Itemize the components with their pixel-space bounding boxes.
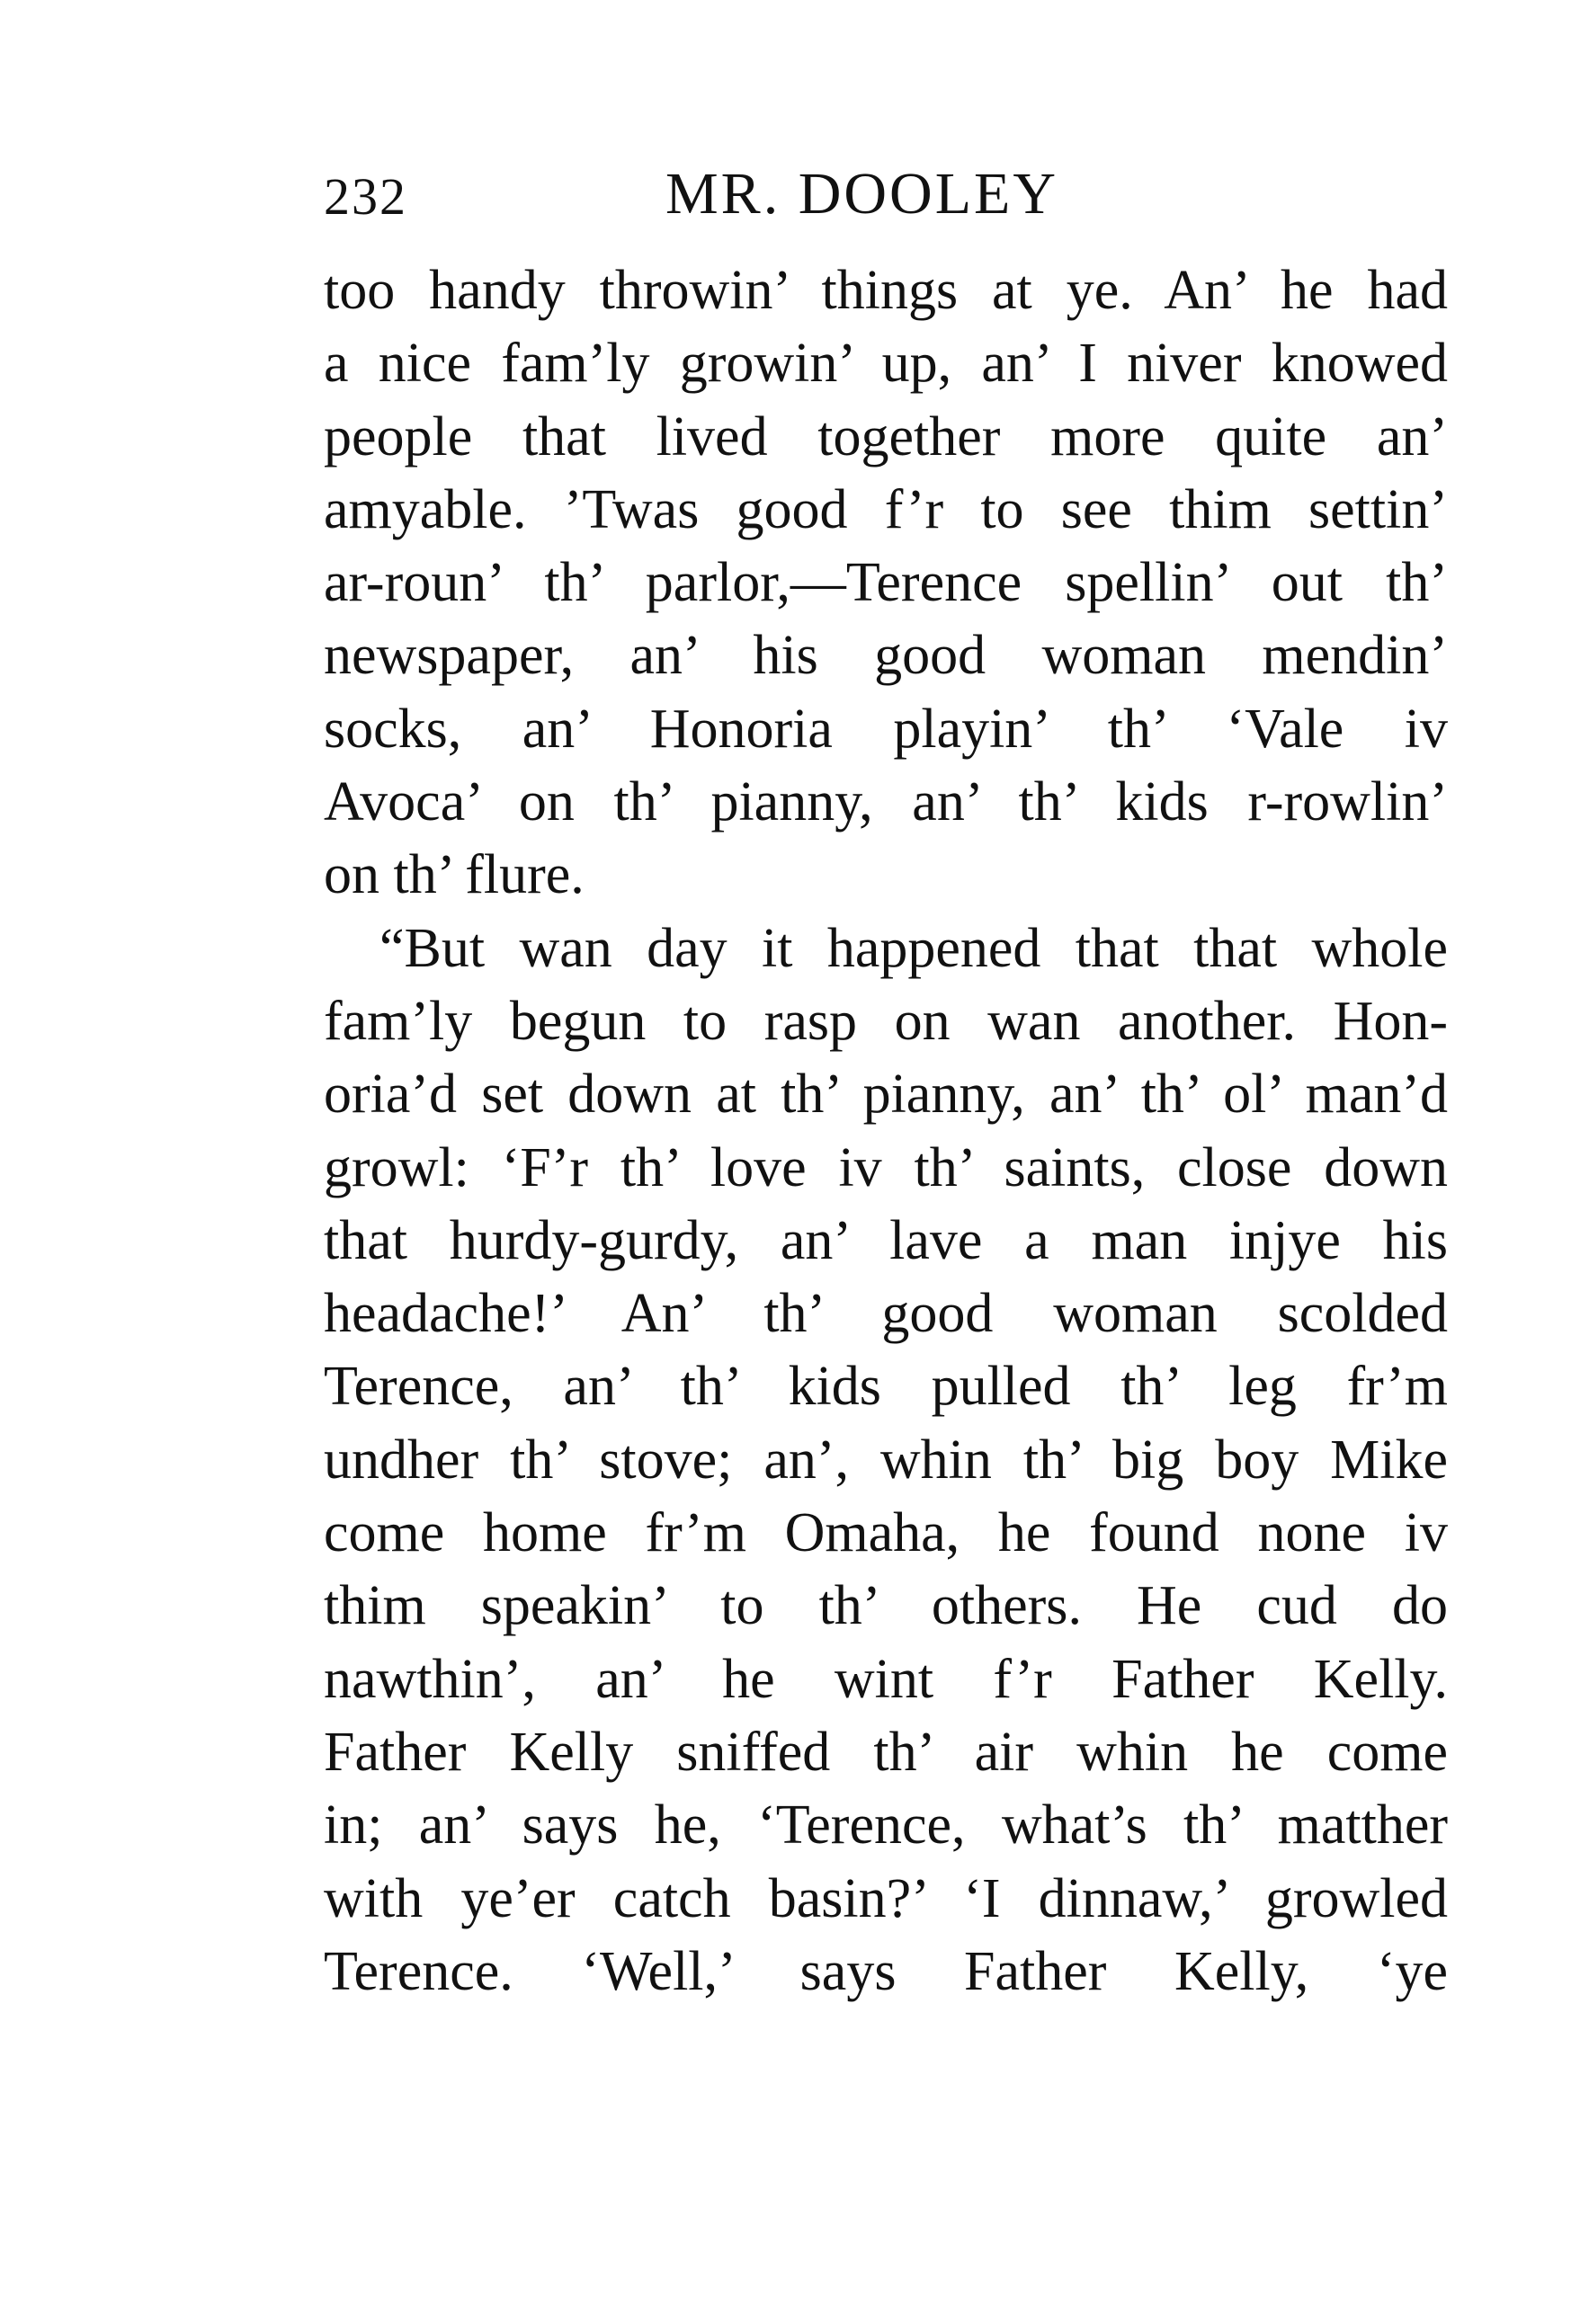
text-line: ar-roun’ th’ parlor,—Terence spellin’ out th’ xyxy=(324,552,1448,614)
text-line: in; an’ says he, ‘Terence, what’s th’ matther xyxy=(324,1794,1448,1857)
text-line: a nice fam’ly growin’ up, an’ I niver knowed xyxy=(324,333,1448,395)
body-text xyxy=(324,254,1448,2008)
text-line: come home fr’m Omaha, he found none iv xyxy=(324,1502,1448,1564)
text-line: headache!’ An’ th’ good woman scolded xyxy=(324,1283,1448,1345)
text-line: newspaper, an’ his good woman mendin’ xyxy=(324,625,1448,687)
running-title: MR. DOOLEY xyxy=(665,161,1058,227)
text-line: growl: ‘F’r th’ love iv th’ saints, close down xyxy=(324,1136,1448,1198)
text-line: “But wan day it happened that that whole xyxy=(379,917,1448,979)
text-line: undher th’ stove; an’, whin th’ big boy Mike xyxy=(324,1429,1448,1491)
text-line: on th’ flure. xyxy=(324,844,585,906)
text-line: socks, an’ Honoria playin’ th’ ‘Vale iv xyxy=(324,698,1448,760)
text-line: with ye’er catch basin?’ ‘I dinnaw,’ growled xyxy=(324,1867,1448,1929)
text-line: people that lived together more quite an’ xyxy=(324,405,1448,467)
text-line: amyable. ’Twas good f’r to see thim settin’ xyxy=(324,478,1448,540)
page-header xyxy=(324,158,1448,239)
text-line: Terence, an’ th’ kids pulled th’ leg fr’m xyxy=(324,1356,1448,1418)
text-line: Father Kelly sniffed th’ air whin he come xyxy=(324,1721,1448,1783)
text-line: that hurdy-gurdy, an’ lave a man injye his xyxy=(324,1209,1448,1271)
text-line: fam’ly begun to rasp on wan another. Hon- xyxy=(324,990,1448,1052)
text-line: nawthin’, an’ he wint f’r Father Kelly. xyxy=(324,1648,1448,1710)
page-number: 232 xyxy=(324,167,407,226)
text-line: too handy throwin’ things at ye. An’ he had xyxy=(324,260,1448,321)
text-line: oria’d set down at th’ pianny, an’ th’ ol’ man’d xyxy=(324,1064,1448,1126)
text-line: thim speakin’ to th’ others. He cud do xyxy=(324,1575,1448,1637)
text-line: Avoca’ on th’ pianny, an’ th’ kids r-rowlin’ xyxy=(324,771,1448,833)
text-line: Terence. ‘Well,’ says Father Kelly, ‘ye xyxy=(324,1940,1448,2002)
